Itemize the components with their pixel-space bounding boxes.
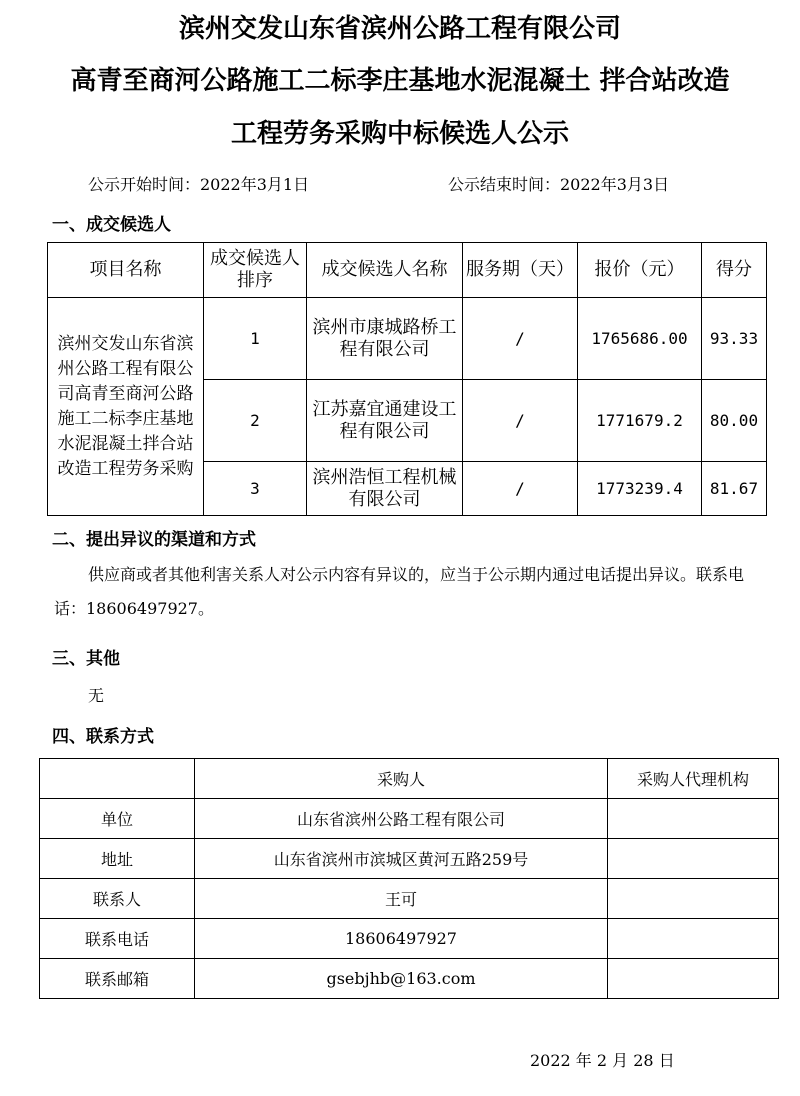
section-4-heading: 四、联系方式 — [52, 727, 154, 747]
service-period: / — [463, 298, 578, 380]
row-label: 地址 — [40, 839, 195, 879]
candidate-name: 滨州浩恒工程机械有限公司 — [307, 462, 463, 516]
table-row — [40, 879, 779, 919]
title-line-2: 高青至商河公路施工二标李庄基地水泥混凝土 拌合站改造 — [70, 66, 730, 96]
rank: 2 — [204, 380, 307, 462]
row-label: 联系电话 — [40, 919, 195, 959]
score: 93.33 — [702, 298, 767, 380]
price: 1765686.00 — [578, 298, 702, 380]
title-line-1: 滨州交发山东省滨州公路工程有限公司 — [178, 14, 621, 44]
purchaser-value: 山东省滨州市滨城区黄河五路259号 — [195, 839, 608, 879]
purchaser-value: 18606497927 — [195, 919, 608, 959]
candidate-name: 江苏嘉宜通建设工程有限公司 — [307, 380, 463, 462]
service-period: / — [463, 462, 578, 516]
contact-table — [39, 758, 779, 999]
title-line-3: 工程劳务采购中标候选人公示 — [230, 119, 569, 149]
col-price: 报价（元） — [578, 243, 702, 298]
publicity-end: 公示结束时间：2022年3月3日 — [448, 175, 670, 194]
other-text: 无 — [88, 686, 105, 705]
table-row — [40, 959, 779, 999]
agent-value — [608, 839, 779, 879]
price: 1771679.2 — [578, 380, 702, 462]
section-2-heading: 二、提出异议的渠道和方式 — [52, 530, 256, 550]
col-candidate-name: 成交候选人名称 — [307, 243, 463, 298]
agent-value — [608, 959, 779, 999]
objection-text: 供应商或者其他利害关系人对公示内容有异议的，应当于公示期内通过电话提出异议。联系电话：18606497927。 — [54, 565, 745, 618]
section-3-heading: 三、其他 — [52, 649, 120, 669]
col-score: 得分 — [702, 243, 767, 298]
contact-corner-cell — [40, 759, 195, 799]
rank: 1 — [204, 298, 307, 380]
col-purchasing-agent: 采购人代理机构 — [608, 759, 779, 799]
col-rank: 成交候选人排序 — [204, 243, 307, 298]
agent-value — [608, 799, 779, 839]
col-service-period: 服务期（天） — [463, 243, 578, 298]
purchaser-value: gsebjhb@163.com — [195, 959, 608, 999]
project-name: 滨州交发山东省滨州公路工程有限公司高青至商河公路施工二标李庄基地水泥混凝土拌合站改造工程劳务采购 — [48, 298, 204, 516]
section-1-heading: 一、成交候选人 — [52, 215, 171, 235]
document-date: 2022 年 2 月 28 日 — [530, 1051, 675, 1070]
row-label: 联系邮箱 — [40, 959, 195, 999]
candidates-table — [47, 242, 767, 516]
contact-header-row — [40, 759, 779, 799]
row-label: 联系人 — [40, 879, 195, 919]
agent-value — [608, 919, 779, 959]
agent-value — [608, 879, 779, 919]
score: 81.67 — [702, 462, 767, 516]
publicity-start: 公示开始时间：2022年3月1日 — [88, 175, 310, 194]
row-label: 单位 — [40, 799, 195, 839]
candidate-name: 滨州市康城路桥工程有限公司 — [307, 298, 463, 380]
rank: 3 — [204, 462, 307, 516]
col-purchaser: 采购人 — [195, 759, 608, 799]
col-project-name: 项目名称 — [48, 243, 204, 298]
table-row — [40, 839, 779, 879]
table-header-row — [48, 243, 767, 298]
price: 1773239.4 — [578, 462, 702, 516]
service-period: / — [463, 380, 578, 462]
table-row — [48, 298, 767, 380]
score: 80.00 — [702, 380, 767, 462]
purchaser-value: 王可 — [195, 879, 608, 919]
table-row — [40, 799, 779, 839]
purchaser-value: 山东省滨州公路工程有限公司 — [195, 799, 608, 839]
table-row — [40, 919, 779, 959]
